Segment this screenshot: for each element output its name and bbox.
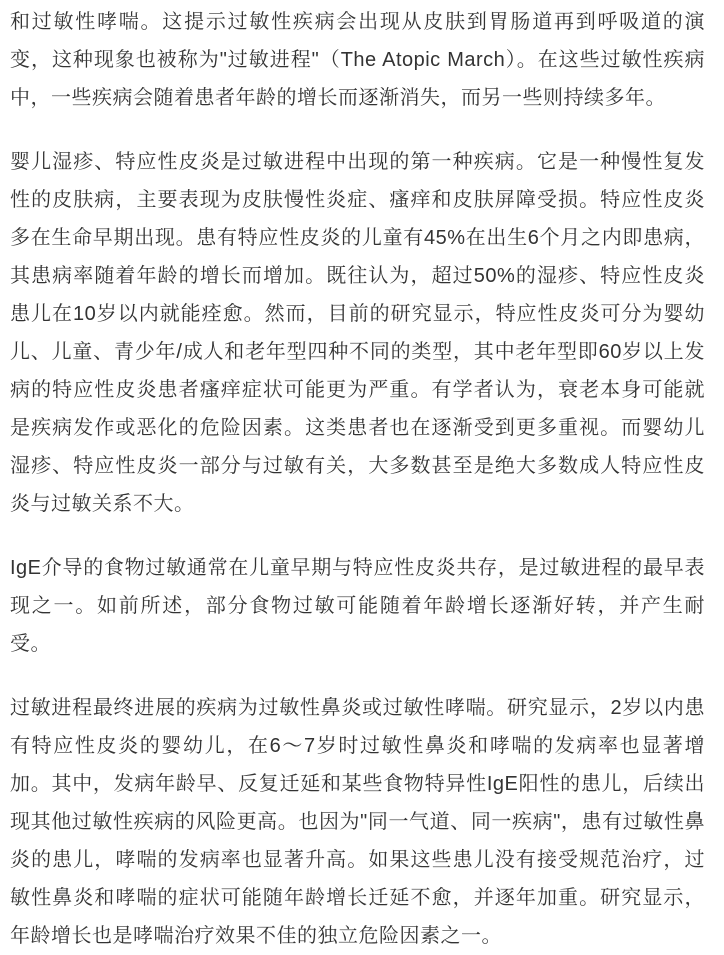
paragraph-atopic-dermatitis: 婴儿湿疹、特应性皮炎是过敏进程中出现的第一种疾病。它是一种慢性复发性的皮肤病，主要表现为皮肤慢性炎症、瘙痒和皮肤屏障受损。特应性皮炎多在生命早期出现。患有特应性皮炎的儿童有45%在出生6个月之内即患病，其患病率随着年龄的增长而增加。既往认为，超过50%的湿疹、特应性皮炎患儿在10岁以内就能痊愈。然而，目前的研究显示，特应性皮炎可分为婴幼儿、儿童、青少年/成人和老年型四种不同的类型，其中老年型即60岁以上发病的特应性皮炎患者瘙痒症状可能更为严重。有学者认为，衰老本身可能就是疾病发作或恶化的危险因素。这类患者也在逐渐受到更多重视。而婴幼儿湿疹、特应性皮炎一部分与过敏有关，大多数甚至是绝大多数成人特应性皮炎与过敏关系不大。	[10, 151, 705, 515]
paragraph-rhinitis-asthma: 过敏进程最终进展的疾病为过敏性鼻炎或过敏性哮喘。研究显示，2岁以内患有特应性皮炎的婴幼儿，在6～7岁时过敏性鼻炎和哮喘的发病率也显著增加。其中，发病年龄早、反复迁延和某些食物特异性IgE阳性的患儿，后续出现其他过敏性疾病的风险更高。也因为"同一气道、同一疾病"，患有过敏性鼻炎的患儿，哮喘的发病率也显著升高。如果这些患儿没有接受规范治疗，过敏性鼻炎和哮喘的症状可能随年龄增长迁延不愈，并逐年加重。研究显示，年龄增长也是哮喘治疗效果不佳的独立危险因素之一。	[10, 697, 705, 947]
paragraph-atopic-march: 和过敏性哮喘。这提示过敏性疾病会出现从皮肤到胃肠道再到呼吸道的演变，这种现象也被称为"过敏进程"（The Atopic March）。在这些过敏性疾病中，一些疾病会随着患者年龄的增长而逐渐消失，而另一些则持续多年。	[10, 11, 705, 109]
paragraph-ige-food-allergy: IgE介导的食物过敏通常在儿童早期与特应性皮炎共存，是过敏进程的最早表现之一。如前所述，部分食物过敏可能随着年龄增长逐渐好转，并产生耐受。	[10, 557, 705, 655]
